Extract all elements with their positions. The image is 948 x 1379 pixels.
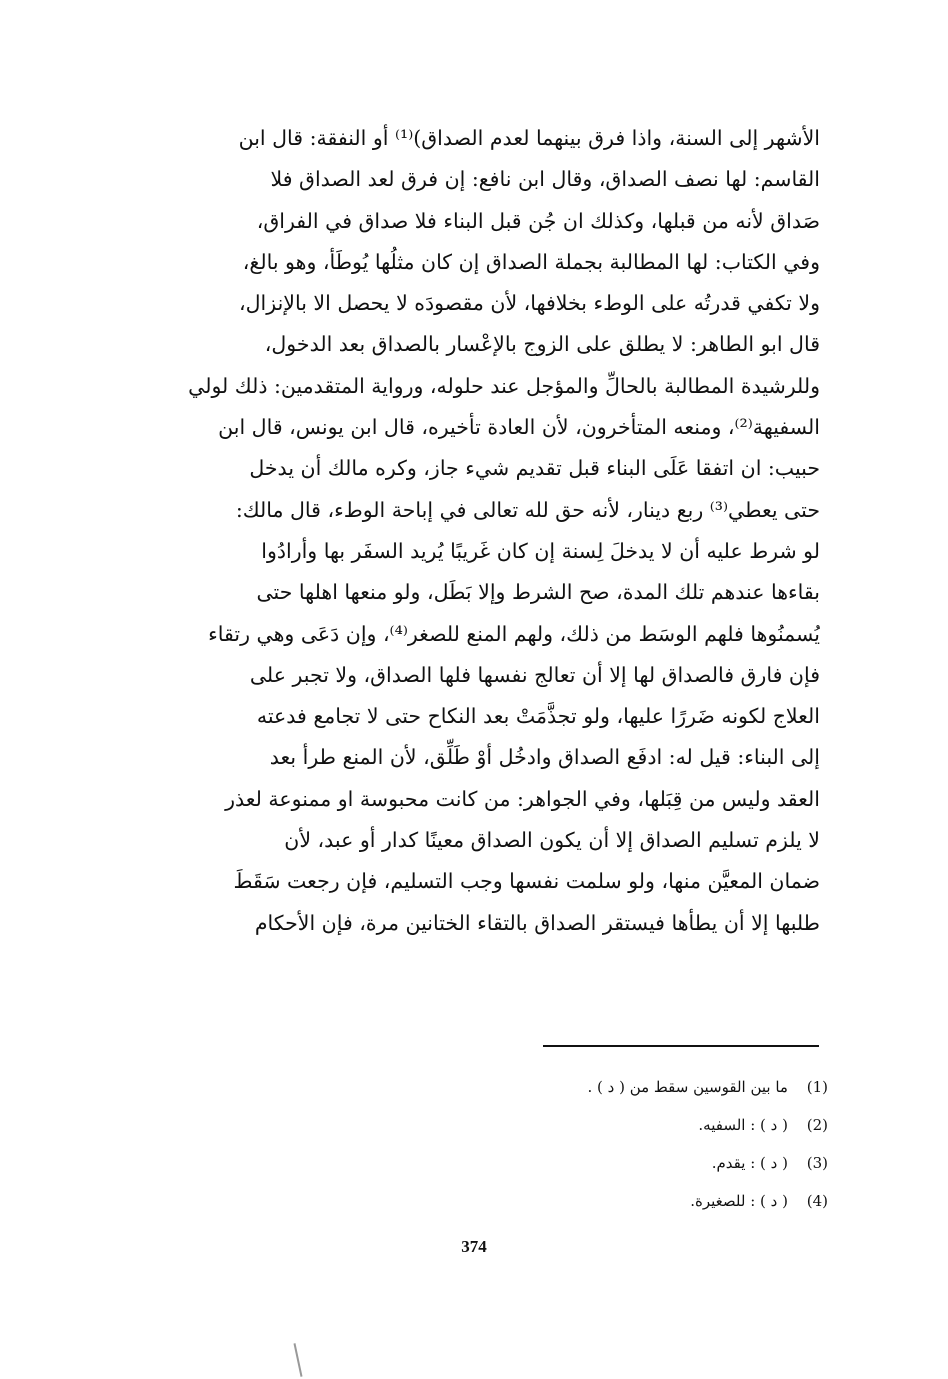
footnote-text: ( د ) : يقدم. [711,1154,788,1172]
text-line: حبيب: ان اتفقا عَلَى البناء قبل تقديم شيء جاز، وكره مالك أن يدخل [249,456,820,481]
footnote-separator [543,1045,819,1047]
text-line: يُسمنُوها فلهم الوسَط من ذلك، ولهم المنع للصغر⁽⁴⁾، وإن دَعَى وهي رتقاء [208,621,820,646]
footnote-item [408,1106,828,1144]
text-line: الأشهر إلى السنة، واذا فرق بينهما لعدم الصداق)⁽¹⁾ أو النفقة: قال ابن [238,126,820,150]
footnote-item [408,1068,828,1106]
text-line: العقد وليس من قِبَلها، وفي الجواهر: من كانت محبوسة او ممنوعة لعذر [225,786,820,811]
text-line: طلبها إلا أن يطأها فيستقر الصداق بالتقاء الختانين مرة، فإن الأحكام [254,910,820,935]
footnote-number: (2) [806,1116,828,1134]
text-line: العلاج لكونه ضَررًا عليها، ولو تجذَّمَتْ بعد النكاح حتى لا تجامع فدعته [256,704,820,729]
text-line: قال ابو الطاهر: لا يطلق على الزوج بالإعْسار بالصداق بعد الدخول، [264,332,820,357]
footnote-text: ( د ) : السفيه. [698,1116,788,1134]
main-text [132,118,820,944]
text-line: لا يلزم تسليم الصداق إلا أن يكون الصداق معينًا كدار أو عبد، لأن [284,828,820,853]
text-line: صَداق لأنه من قبلها، وكذلك ان جُن قبل البناء فلا صداق في الفراق، [256,208,820,233]
footnote-item [408,1144,828,1182]
text-line: لو شرط عليه أن لا يدخلَ لِسنة إن كان غَريبًا يُريد السفَر بها وأرادُوا [261,538,820,563]
text-line: إلى البناء: قيل له: ادفَع الصداق وادخُل أوْ طَلِّق، لأن المنع طرأ بعد [269,745,820,770]
footnote-number: (3) [806,1154,828,1172]
footnote-text: ما بين القوسين سقط من ( د ) . [587,1078,788,1096]
text-line: فإن فارق فالصداق لها إلا أن تعالج نفسها فلها الصداق، ولا تجبر على [249,662,820,687]
text-line: حتى يعطي⁽³⁾ ربع دينار، لأنه حق لله تعالى في إباحة الوطء، قال مالك: [235,497,820,522]
page-number: 374 [461,1237,487,1256]
footnote-number: (4) [806,1192,828,1210]
text-line: بقاءها عندهم تلك المدة، صح الشرط وإلا بَطَل، ولو منعها اهلها حتى [256,580,820,605]
footnote-number: (1) [806,1078,828,1096]
scan-artifact [293,1343,302,1377]
footnote-item [408,1182,828,1220]
text-line: السفيهة⁽²⁾، ومنعه المتأخرون، لأن العادة تأخيره، قال ابن يونس، قال ابن [218,415,820,440]
footnotes [408,1068,828,1220]
text-line: ولا تكفي قدرتُه على الوطء بخلافها، لأن مقصودَه لا يحصل الا بالإنزال، [239,291,820,316]
text-line: ضمان المعيَّن منها، ولو سلمت نفسها وجب التسليم، فإن رجعت سَقَطَ [233,869,820,894]
footnote-text: ( د ) : للصغيرة. [690,1192,788,1210]
text-line: وللرشيدة المطالبة بالحالِّ والمؤجل عند حلوله، ورواية المتقدمين: ذلك لولي [188,373,820,398]
text-line: القاسم: لها نصف الصداق، وقال ابن نافع: إن فرق لعد الصداق فلا [270,167,820,192]
text-line: وفي الكتاب: لها المطالبة بجملة الصداق إن كان مثلُها يُوطَأ، وهو بالغ، [242,249,820,274]
